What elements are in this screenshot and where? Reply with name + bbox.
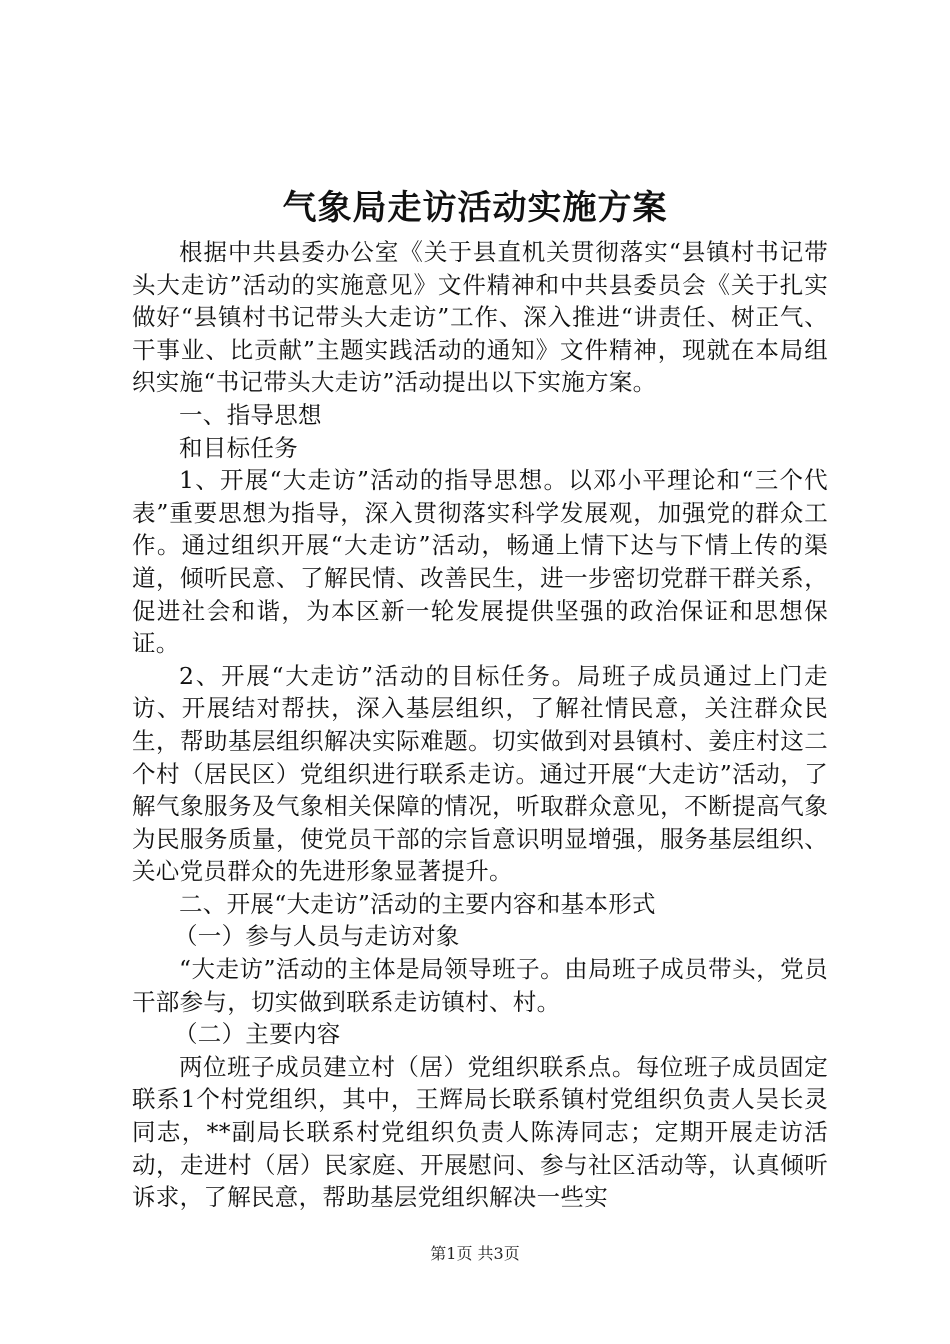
heading-guiding-ideology: 一、指导思想 — [179, 400, 322, 429]
paragraph-participants: “大走访”活动的主体是局领导班子。由局班子成员带头，党员干部参与，切实做到联系走访镇村、村。 — [132, 955, 828, 1016]
document-title: 气象局走访活动实施方案 — [282, 188, 668, 228]
subheading-main-content: （二）主要内容 — [174, 1020, 341, 1049]
subheading-participants: （一）参与人员与走访对象 — [174, 922, 460, 951]
paragraph-main-content: 两位班子成员建立村（居）党组织联系点。每位班子成员固定联系1个村党组织，其中，王辉局长联系镇村党组织负责人吴长灵同志，**副局长联系村党组织负责人陈涛同志；定期开展走访活动，走进村（居）民家庭、开展慰问、参与社区活动等，认真倾听诉求，了解民意，帮助基层党组织解决一些实 — [132, 1052, 828, 1212]
paragraph-intro: 根据中共县委办公室《关于县直机关贯彻落实“县镇村书记带头大走访”活动的实施意见》文件精神和中共县委员会《关于扎实做好“县镇村书记带头大走访”工作、深入推进“讲责任、树正气、干事业、比贡献”主题实践活动的通知》文件精神，现就在本局组织实施“书记带头大走访”活动提出以下实施方案。 — [132, 238, 828, 397]
paragraph-guiding-ideology: 1、开展“大走访”活动的指导思想。以邓小平理论和“三个代表”重要思想为指导，深入贯彻落实科学发展观，加强党的群众工作。通过组织开展“大走访”活动，畅通上情下达与下情上传的渠道，倾听民意、了解民情、改善民生，进一步密切党群干群关系，促进社会和谐，为本区新一轮发展提供坚强的政治保证和思想保证。 — [132, 466, 828, 658]
paragraph-target-tasks: 2、开展“大走访”活动的目标任务。局班子成员通过上门走访、开展结对帮扶，深入基层组织，了解社情民意，关注群众民生，帮助基层组织解决实际难题。切实做到对县镇村、姜庄村这二个村（居民区）党组织进行联系走访。通过开展“大走访”活动，了解气象服务及气象相关保障的情况，听取群众意见，不断提高气象为民服务质量，使党员干部的宗旨意识明显增强，服务基层组织、关心党员群众的先进形象显著提升。 — [132, 661, 828, 886]
heading-main-content-forms: 二、开展“大走访”活动的主要内容和基本形式 — [179, 889, 656, 918]
heading-target-tasks: 和目标任务 — [179, 433, 298, 462]
page-number-footer: 第1页 共3页 — [430, 1244, 520, 1263]
document-body — [132, 236, 828, 1214]
